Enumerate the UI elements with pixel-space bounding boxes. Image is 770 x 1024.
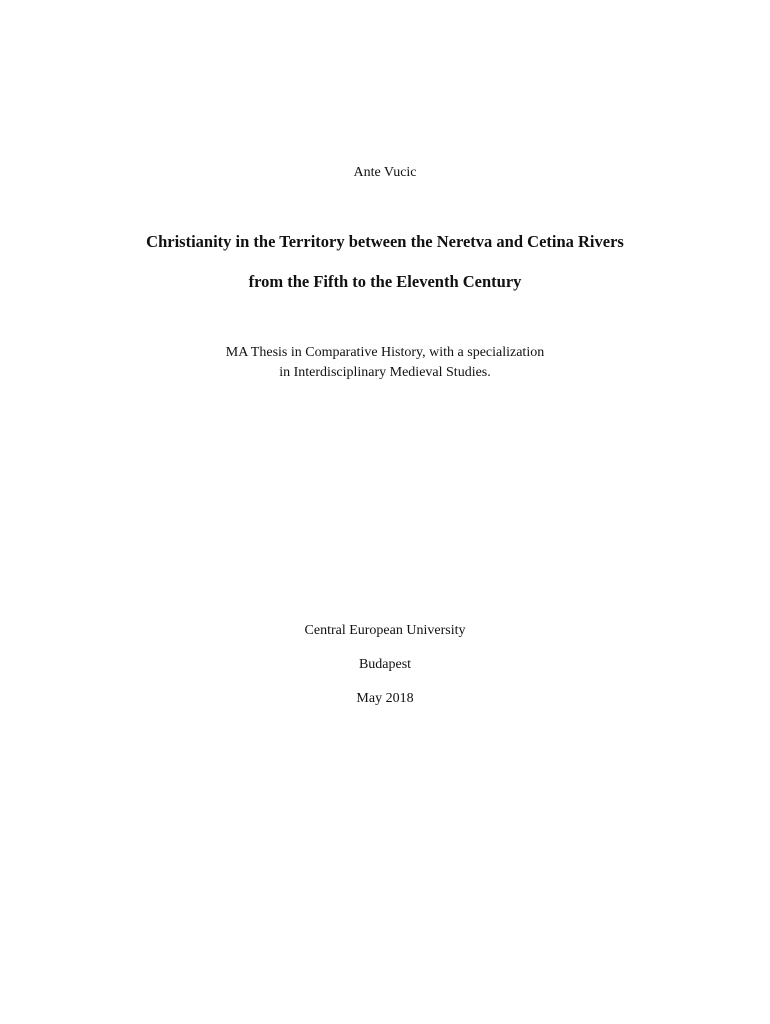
submission-date: May 2018 xyxy=(356,691,414,706)
thesis-title-line-2: from the Fifth to the Eleventh Century xyxy=(248,272,522,291)
city-name: Budapest xyxy=(358,657,412,672)
degree-description-line-1: MA Thesis in Comparative History, with a specialization xyxy=(225,345,545,360)
university-name: Central European University xyxy=(304,623,466,638)
thesis-title-line-1: Christianity in the Territory between the Neretva and Cetina Rivers xyxy=(146,232,624,251)
degree-description-line-2: in Interdisciplinary Medieval Studies. xyxy=(279,365,491,380)
author-name: Ante Vucic xyxy=(353,165,417,180)
